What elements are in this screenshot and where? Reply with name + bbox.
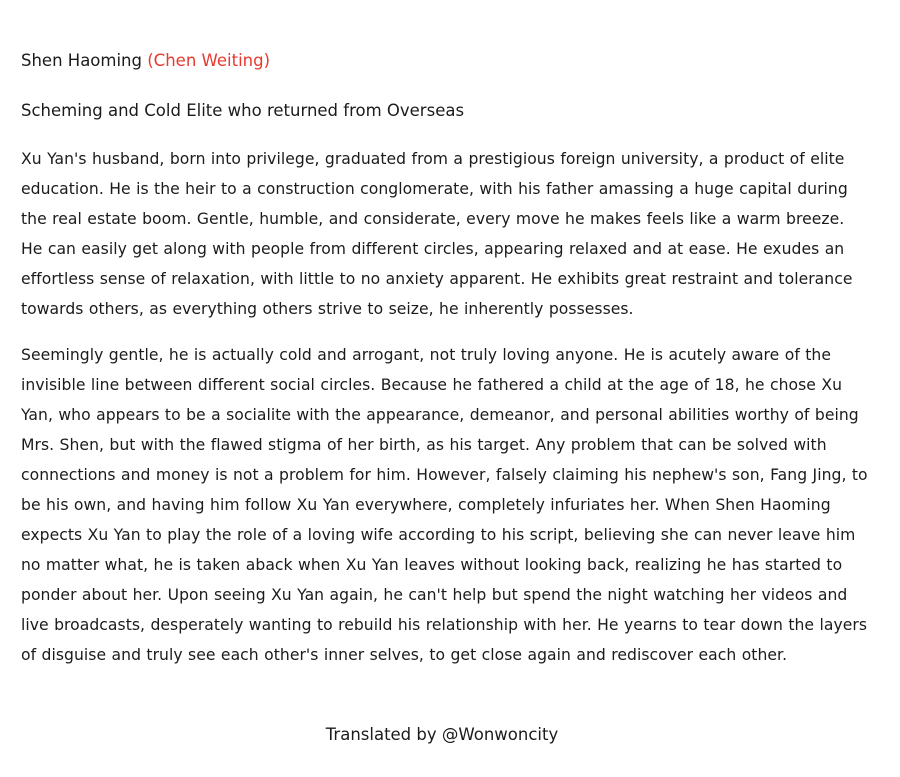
character-name: Shen Haoming	[21, 51, 142, 70]
description-paragraph-2: Seemingly gentle, he is actually cold and arrogant, not truly loving anyone. He is acutely aware of the invisible line between different social circles. Because he fathered a child at the age of 18, he chose Xu Yan, who appears to be a socialite with the appearance, demeanor, and personal abilities worthy of being Mrs. Shen, but with the flawed stigma of her birth, as his target. Any problem that can be solved with connections and money is not a problem for him. However, falsely claiming his nephew's son, Fang Jing, to be his own, and having him follow Xu Yan everywhere, completely infuriates her. When Shen Haoming expects Xu Yan to play the role of a loving wife according to his script, believing she can never leave him no matter what, he is taken aback when Xu Yan leaves without looking back, realizing he has started to ponder about her. Upon seeing Xu Yan again, he can't help but spend the night watching her videos and live broadcasts, desperately wanting to rebuild his relationship with her. He yearns to tear down the layers of disguise and truly see each other's inner selves, to get close again and rediscover each other.	[21, 346, 868, 664]
character-subtitle: Scheming and Cold Elite who returned from Overseas	[21, 101, 465, 120]
actor-name: (Chen Weiting)	[147, 51, 271, 70]
description-paragraph-1: Xu Yan's husband, born into privilege, graduated from a prestigious foreign university, a product of elite education. He is the heir to a construction conglomerate, with his father amassing a huge capital during the real estate boom. Gentle, humble, and considerate, every move he makes feels like a warm breeze. He can easily get along with people from different circles, appearing relaxed and at ease. He exudes an effortless sense of relaxation, with little to no anxiety apparent. He exhibits great restraint and tolerance towards others, as everything others strive to seize, he inherently possesses.	[21, 150, 853, 318]
translator-credit: Translated by @Wonwoncity	[325, 725, 559, 744]
character-heading	[21, 46, 870, 76]
